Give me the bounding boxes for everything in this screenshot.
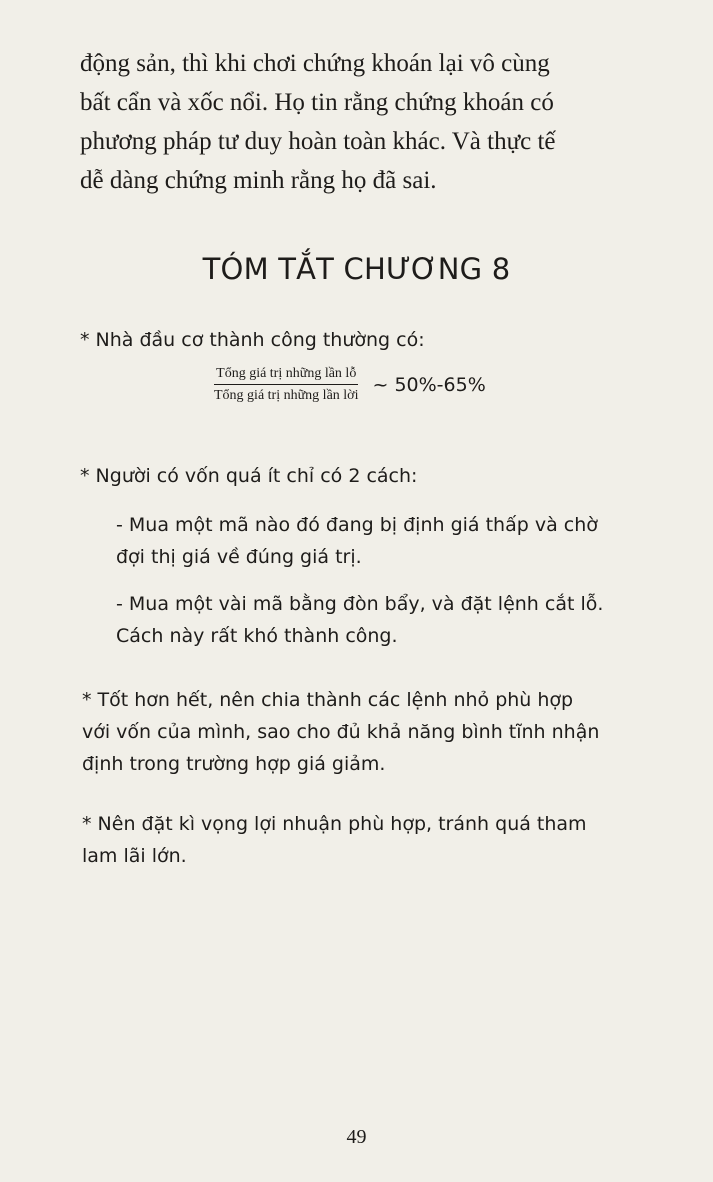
intro-line: dễ dàng chứng minh rằng họ đã sai. — [80, 167, 437, 194]
fraction-numerator: Tổng giá trị những lần lỗ — [214, 366, 358, 385]
point-line: lam lãi lớn. — [82, 845, 187, 867]
fraction-denominator: Tổng giá trị những lần lời — [214, 388, 359, 403]
chapter-summary-heading: TÓM TẮT CHƯƠNG 8 — [202, 252, 511, 286]
intro-paragraph — [80, 44, 640, 200]
option-line: - Mua một mã nào đó đang bị định giá thấp và chờ — [116, 514, 598, 536]
ratio-range: ~ 50%-65% — [372, 374, 486, 396]
fraction — [212, 366, 360, 404]
loss-profit-ratio-formula — [212, 366, 486, 404]
point-small-capital-title: * Người có vốn quá ít chỉ có 2 cách: — [80, 465, 418, 487]
option-line: - Mua một vài mã bằng đòn bẩy, và đặt lệnh cắt lỗ. — [116, 593, 604, 615]
intro-line: động sản, thì khi chơi chứng khoán lại vô cùng — [80, 50, 550, 77]
option-line: Cách này rất khó thành công. — [116, 625, 398, 647]
option-undervalued-stock — [116, 509, 598, 573]
intro-line: bất cẩn và xốc nổi. Họ tin rằng chứng khoán có — [80, 89, 554, 116]
option-leverage-stop-loss — [116, 588, 603, 652]
intro-line: phương pháp tư duy hoàn toàn khác. Và thực tế — [80, 128, 556, 155]
point-line: * Tốt hơn hết, nên chia thành các lệnh nhỏ phù hợp — [82, 689, 574, 711]
point-split-orders — [82, 684, 599, 780]
option-line: đợi thị giá về đúng giá trị. — [116, 546, 362, 568]
point-line: * Nên đặt kì vọng lợi nhuận phù hợp, tránh quá tham — [82, 813, 587, 835]
point-successful-speculator: * Nhà đầu cơ thành công thường có: — [80, 329, 425, 351]
point-line: định trong trường hợp giá giảm. — [82, 753, 386, 775]
page-number: 49 — [346, 1126, 367, 1148]
point-profit-expectation — [82, 808, 587, 872]
point-line: với vốn của mình, sao cho đủ khả năng bình tĩnh nhận — [82, 721, 600, 743]
